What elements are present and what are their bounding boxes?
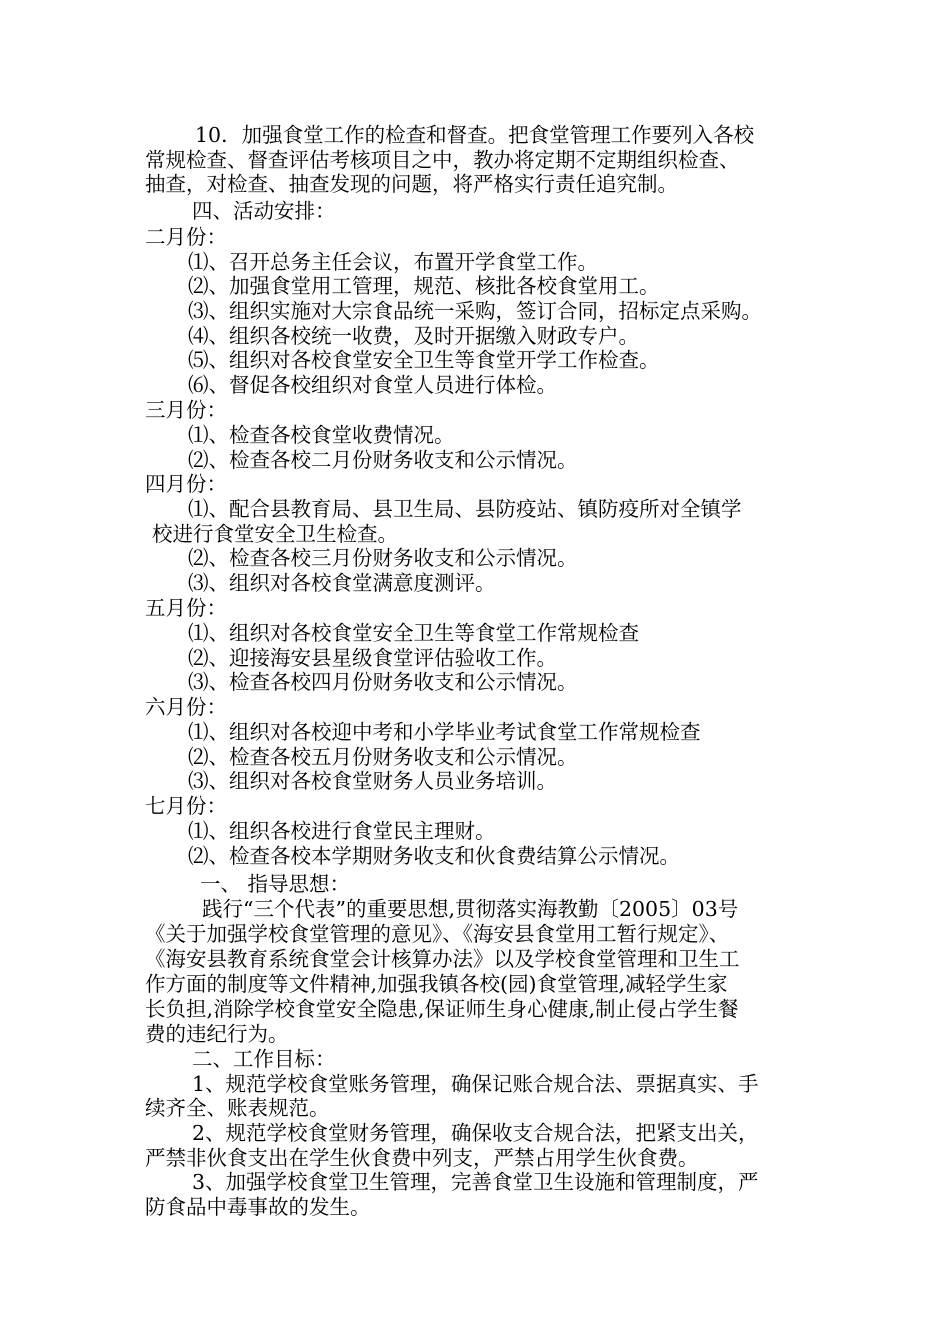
- text-line: 防食品中毒事故的发生。: [145, 1195, 371, 1219]
- month-heading: 二月份：: [145, 225, 227, 249]
- list-item: ⑵、检查各校本学期财务收支和伙食费结算公示情况。: [188, 844, 680, 868]
- text-line: 10．加强食堂工作的检查和督查。把食堂管理工作要列入各校: [195, 123, 755, 147]
- text-line: 3、加强学校食堂卫生管理，完善食堂卫生设施和管理制度，严: [192, 1170, 759, 1194]
- list-item: ⑴、组织对各校迎中考和小学毕业考试食堂工作常规检查: [188, 720, 701, 744]
- list-item: ⑵、迎接海安县星级食堂评估验收工作。: [188, 646, 557, 670]
- text-line: 践行“三个代表”的重要思想,贯彻落实海教勤〔2005〕03号: [202, 897, 739, 921]
- list-item: ⑴、配合县教育局、县卫生局、县防疫站、镇防疫所对全镇学: [188, 497, 742, 521]
- list-item: ⑸、组织对各校食堂安全卫生等食堂开学工作检查。: [188, 348, 660, 372]
- month-heading: 六月份：: [145, 695, 227, 719]
- text-line: 严禁非伙食支出在学生伙食费中列支，严禁占用学生伙食费。: [145, 1146, 699, 1170]
- list-item: ⑷、组织各校统一收费，及时开据缴入财政专户。: [188, 324, 639, 348]
- list-item: ⑴、组织对各校食堂安全卫生等食堂工作常规检查: [188, 621, 639, 645]
- list-item: ⑴、召开总务主任会议，布置开学食堂工作。: [188, 250, 598, 274]
- list-item: ⑵、检查各校五月份财务收支和公示情况。: [188, 745, 578, 769]
- list-item: ⑵、检查各校三月份财务收支和公示情况。: [188, 546, 578, 570]
- text-line: 长负担,消除学校食堂安全隐患,保证师生身心健康,制止侵占学生餐: [145, 997, 739, 1021]
- text-line: 抽查，对检查、抽查发现的问题，将严格实行责任追究制。: [145, 172, 678, 196]
- list-item: ⑴、组织各校进行食堂民主理财。: [188, 819, 496, 843]
- section-heading: 一、 指导思想：: [200, 872, 351, 896]
- list-item: ⑶、组织实施对大宗食品统一采购，签订合同，招标定点采购。: [188, 299, 762, 323]
- text-line: 作方面的制度等文件精神,加强我镇各校(园)食堂管理,减轻学生家: [145, 972, 728, 996]
- text-line: 《海安县教育系统食堂会计核算办法》以及学校食堂管理和卫生工: [145, 947, 740, 971]
- section-heading: 二、工作目标：: [192, 1047, 336, 1071]
- list-item: ⑵、加强食堂用工管理，规范、核批各校食堂用工。: [188, 274, 660, 298]
- list-item: ⑶、组织对各校食堂财务人员业务培训。: [188, 769, 557, 793]
- month-heading: 三月份：: [145, 398, 227, 422]
- text-line: 2、规范学校食堂财务管理，确保收支合规合法，把紧支出关，: [192, 1121, 759, 1145]
- month-heading: 四月份：: [145, 472, 227, 496]
- list-item: ⑹、督促各校组织对食堂人员进行体检。: [188, 373, 557, 397]
- text-line: 费的违纪行为。: [145, 1022, 289, 1046]
- month-heading: 七月份：: [145, 794, 227, 818]
- list-item: ⑵、检查各校二月份财务收支和公示情况。: [188, 448, 578, 472]
- text-line: 1、规范学校食堂账务管理，确保记账合规合法、票据真实、手: [192, 1072, 759, 1096]
- list-item: ⑴、检查各校食堂收费情况。: [188, 423, 455, 447]
- month-heading: 五月份：: [145, 596, 227, 620]
- text-line: 续齐全、账表规范。: [145, 1096, 330, 1120]
- text-line: 常规检查、督查评估考核项目之中，教办将定期不定期组织检查、: [145, 148, 740, 172]
- section-heading: 四、活动安排：: [192, 199, 336, 223]
- text-line: 《关于加强学校食堂管理的意见》、《海安县食堂用工暂行规定》、: [145, 922, 730, 946]
- list-item: 校进行食堂安全卫生检查。: [152, 522, 398, 546]
- list-item: ⑶、组织对各校食堂满意度测评。: [188, 571, 496, 595]
- list-item: ⑶、检查各校四月份财务收支和公示情况。: [188, 670, 578, 694]
